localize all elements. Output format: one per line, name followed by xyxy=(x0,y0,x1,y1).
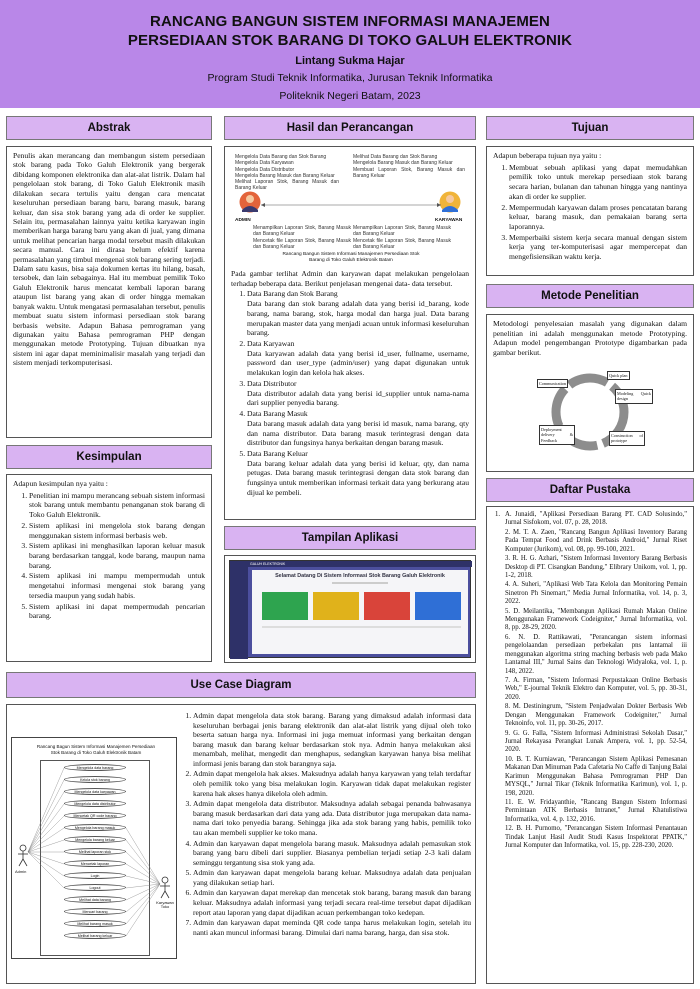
use-case-explanation: 6. Admin dan karyawan dapat merekap dan mencetak stok barang, barang masuk dan barang keluar. Maksudnya adalah informasi yang terjadi secara real-time tersebut dapat dijadikan report atau laporan yang dapat dijadikan acuan perkembangan toko kedepan. xyxy=(193,888,471,917)
hasil-item-text: Data barang masuk adalah data yang berisi id masuk, nama barang, qty dan nama distributor. Data barang masuk terintegrasi dengan data distributor dan fungsinya hanya berkaitan dengan barang masuk. xyxy=(247,418,469,448)
hasil-item xyxy=(247,289,469,338)
reference-item: 3. R. H. G. Azhari, "Sistem Informasi Inventory Barang Berbasis Desktop di PT. Cisangkan Bandung," Elibrary Unikom, vol. 1, pp. 1-2, 2018. xyxy=(505,555,687,579)
diagram-item: Mengelola Barang Masuk dan Barang Keluar xyxy=(353,160,453,167)
abstrak-box xyxy=(6,146,212,438)
diagram-item: Mencetak file Laporan Stok, Barang Masuk dan Barang Keluar xyxy=(353,237,451,250)
admin-functions-top xyxy=(235,154,339,192)
use-case-explanation: 2. Admin dapat mengelola hak akses. Maksudnya adalah hanya karyawan yang telah terdaftar oleh pemilik toko yang bisa melakukan login. Karyawan tidak dapat melakukan register karena hak akses hanya dikelola oleh admin. xyxy=(193,769,471,798)
kesimpulan-item: 3. Sistem aplikasi ini menghasilkan laporan keluar masuk barang berdasarkan tanggal, kode barang, maupun nama barang. xyxy=(29,541,205,570)
poster-header xyxy=(0,0,700,108)
system-diagram-caption: Rancang Bangun Sistem Informasi Manajemen Persediaan Stok Barang di Toko Galuh Elektronik Batam xyxy=(282,252,420,263)
diagram-item: Mengelola Data Barang dan Stok Barang xyxy=(235,154,327,160)
hasil-item xyxy=(247,449,469,498)
reference-item: 1. A. Junaidi, "Aplikasi Persediaan Barang PT. CAD Solusindo," Jurnal Sisfokom, vol. 07, p. 28, 2018. xyxy=(495,511,687,527)
use-case-explanation: 1. Admin dapat mengelola data stok barang. Barang yang dimaksud adalah informasi data keseluruhan berbagai jenis barang elektronik dan alat-alat listrik yang dijual oleh toko beserta satuan harga nya. Informasi ini juga memuat informasi yang berkaitan dengan barang masuk dan barang keluar berdasarkan stok nya. Admin hanya melakukan aksi menambah, melihat, mengedit dan menghapus, sedangkan karyawan hanya bisa melihat informasi jenis barang dan stok barangnya saja. xyxy=(193,711,471,768)
admin-avatar-icon xyxy=(239,191,261,215)
app-card-green[interactable] xyxy=(262,592,308,620)
use-case-oval: Melihat laporan stok xyxy=(64,848,126,855)
use-case-oval: Logout xyxy=(64,884,126,891)
section-header-kesimpulan: Kesimpulan xyxy=(6,445,212,469)
author-name: Lintang Sukma Hajar xyxy=(295,55,405,67)
karyawan-functions-top xyxy=(353,154,465,179)
kesimpulan-item: 1. Penelitian ini mampu merancang sebuah sistem informasi stok barang untuk membantu penanganan stok barang di Toko Galuh Elektronik. xyxy=(29,491,205,520)
poster-title-line1: RANCANG BANGUN SISTEM INFORMASI MANAJEMEN xyxy=(150,13,550,30)
hasil-item-title: Data Barang Keluar xyxy=(247,448,308,458)
use-case-box xyxy=(6,704,476,984)
reference-item: 6. N. D. Rattikawati, "Perancangan sistem informasi pengelolaandan persediaan perbekalan pns lantamal iii menggunakan algoritma string maching berbasis web pada Mako Lantamal III," Jurnal Sains dan Teknologi Widyaloka, vol. 1, p. 148, 2022. xyxy=(505,633,687,675)
section-header-metode: Metode Penelitian xyxy=(486,284,694,308)
hasil-item-text: Data karyawan adalah data yang berisi id_user, fullname, username, password dan user_type (admin/user) yang dapat digunakan untuk melakukan login dan kelola hak akses. xyxy=(247,348,469,378)
use-case-oval: Mencari barang xyxy=(64,908,126,915)
cycle-modeling: Modeling Quick design xyxy=(615,389,653,404)
use-case-explanation: 7. Admin dan karyawan dapat meminda QR code tanpa harus melakukan login, setelah itu nanti akan muncul informasi barang. Dimulai dari nama barang, harga, dan sisa stok. xyxy=(193,918,471,937)
actor-karyawan-label: Karyawan Toko xyxy=(156,900,174,910)
study-program: Program Studi Teknik Informatika, Jurusan Teknik Informatika xyxy=(207,72,493,84)
hasil-item-title: Data Karyawan xyxy=(247,339,295,349)
cycle-deployment: Deployment delivery & Feedback xyxy=(539,425,575,445)
use-case-oval: Mengelola barang masuk xyxy=(64,824,126,831)
diagram-item: Mencetak file Laporan Stok, Barang Masuk dan Barang Keluar xyxy=(253,237,351,250)
section-header-daftar-pustaka: Daftar Pustaka xyxy=(486,478,694,502)
kesimpulan-intro: Adapun kesimpulan nya yaitu : xyxy=(13,479,108,488)
kesimpulan-item: 2. Sistem aplikasi ini mengelola stok barang dengan menggunakan sistem informasi berbasis web. xyxy=(29,521,205,540)
diagram-item: Mengelola Data Karyawan xyxy=(235,160,294,167)
use-case-oval: Mengelola barang keluar xyxy=(64,836,126,843)
cycle-quick-plan: Quick plan xyxy=(607,371,630,380)
diagram-item: Mengelola Data Distributor xyxy=(235,166,295,173)
tujuan-item: 1. Membuat sebuah aplikasi yang dapat memudahkan pemilik toko untuk merekap persediaan stok barang secara harian, bulanan dan tahunan hingga yang nantinya akan di order ke supplier. xyxy=(509,163,687,202)
use-case-oval: Melihat barang keluar xyxy=(64,932,126,939)
app-card-blue[interactable] xyxy=(415,592,461,620)
hasil-box xyxy=(224,146,476,520)
diagram-item: Melihat Data Barang dan Stok Barang xyxy=(353,154,438,160)
use-case-oval: Kelola stok barang xyxy=(64,776,126,783)
kesimpulan-item: 4. Sistem aplikasi ini mampu mempermudah untuk mengetahui informasi mengenai stok barang yang tersedia maupun yang sudah habis. xyxy=(29,571,205,600)
use-case-associations xyxy=(12,738,178,960)
hasil-item-title: Data Barang dan Stok Barang xyxy=(247,289,338,299)
hasil-item xyxy=(247,409,469,448)
abstrak-text: Penulis akan merancang dan membangun sistem persediaan stok barang pada Toko Galuh Elektronik yang bergerak dibidang komponen elektronika dan alat-alat listrik. Dalam hal pengelolaan stok barang, di Toko Galuh Elektronik masih dilakukan secara tertulis yaitu dengan cara mencatat keseluruhan persediaan barang baru, barang masuk, barang keluar, dan sisa stok barang yang ada di order ke supplier. Selain itu, permasalahan lainnya yaitu ketika karyawan ingin memberikan harga barang baru yang akan di jual, yang dimana untuk melihat pencarian harga modal tersebut masih dilakukan secara manual. Cara ini dirasa belum efektif karena permasalahan yang timbul mengenai stok barang sering terjadi. Dalam satu kasus, bisa saja dokumen kertas itu hilang, basah, tersobek, dan lain sebagainya. Hal itu membuat pemilik Toko Galuh Elektronik harus mencatat kembali laporan barang ataupun list barang yang akan di order hingga memakan banyak waktu. Untuk mengatasi permasalahan tersebut, penulis membuat suatu sistem informasi persediaan stok barang berbasis website. Adapun Bahasa pemrograman yang digunakan yaitu Bahasa pemrograman PHP dengan menggunakan metode Prototyping. Tujuan dibuatkan nya sistem ini agar dapat meminimalisir masalah yang terjadi dan sistem menjadi terkomputerisasi. xyxy=(13,151,205,368)
use-case-oval: Melihat barang masuk xyxy=(64,920,126,927)
section-header-tujuan: Tujuan xyxy=(486,116,694,140)
app-main xyxy=(252,570,468,654)
cycle-communication: Communication xyxy=(537,379,568,388)
section-header-use-case: Use Case Diagram xyxy=(6,672,476,698)
hasil-item-title: Data Distributor xyxy=(247,378,297,388)
app-brand: GALUH ELEKTRONIK xyxy=(248,561,472,567)
institution: Politeknik Negeri Batam, 2023 xyxy=(279,90,421,102)
hasil-item-text: Data distributor adalah data yang berisi id_supplier untuk nama-nama dari supplier penyedia barang. xyxy=(247,388,469,408)
use-case-oval: Mencetak laporan xyxy=(64,860,126,867)
metode-text: Metodologi penyelesaian masalah yang digunakan dalam penelitian ini adalah menggunakan metode Prototyping. Adapun model pengembangan Prototype digambarkan pada gambar berikut. xyxy=(493,319,687,358)
reference-item: 2. M. T. A. Zaen, "Rancang Bangun Aplikasi Inventory Barang Pada Tempat Food and Drink Berbasis Android," Jurnal Riset Komputer (Jurikom), vol. 08, pp. 99-100, 2021. xyxy=(505,528,687,553)
use-case-oval: Melihat data barang xyxy=(64,896,126,903)
tampilan-box xyxy=(224,555,476,663)
diagram-item: Membuat Laporan Stok, Barang Masuk dan Barang Keluar xyxy=(353,166,465,179)
hasil-item xyxy=(247,339,469,378)
hasil-item-title: Data Barang Masuk xyxy=(247,409,308,419)
prototype-cycle-diagram xyxy=(515,362,665,462)
app-sidebar xyxy=(230,561,248,659)
use-case-oval: Login xyxy=(64,872,126,879)
hasil-intro: Pada gambar terlihat Admin dan karyawan dapat melakukan pengelolaan terhadap beberapa data. Berikut penjelasan mengenai data- data tersebut. xyxy=(231,269,469,288)
poster-title-line2: PERSEDIAAN STOK BARANG DI TOKO GALUH ELEKTRONIK xyxy=(127,32,573,49)
section-header-tampilan: Tampilan Aplikasi xyxy=(224,526,476,550)
tujuan-item: 3. Memperbaiki sistem kerja secara manual dengan sistem kerja yang ter-komputerisasi agar mempercepat dan mengefisiensikan waktu kerja. xyxy=(509,233,687,262)
tujuan-item: 2. Mempermudah karyawan dalam proses pencatatan barang keluar, barang masuk, dan pemakaian barang serta laporannya. xyxy=(509,203,687,232)
reference-item: 5. D. Meilantika, "Membangun Aplikasi Rumah Makan Online Menggunakan Framework Codeigniter," Jurnal Informatika, vol. 8, pp. 28-29, 2020. xyxy=(505,607,687,632)
use-case-explanation: 4. Admin dan karyawan dapat mengelola barang masuk. Maksudnya adalah pemasukan stok barang yang baru dibeli dari supplier. Biasanya pembelian terjadi setiap 2-3 kali dalam seminggu tergantung sisa stok yang ada. xyxy=(193,839,471,868)
use-case-explanation: 5. Admin dan karyawan dapat mengelola barang keluar. Maksudnya adalah data penjualan yang dilakukan setiap hari. xyxy=(193,868,471,887)
reference-item: 7. A. Firman, "Sistem Informasi Perpustakaan Online Berbasis Web," E-journal Teknik Elektro dan Komputer, vol. 5, pp. 30-31, 2020. xyxy=(505,677,687,701)
daftar-pustaka-box xyxy=(486,506,694,984)
tujuan-intro: Adapun beberapa tujuan nya yaitu : xyxy=(493,151,602,160)
use-case-explanations xyxy=(183,711,471,938)
reference-item: 9. G. G. Falla, "Sistem Informasi Administrasi Sekolah Dasar," Jurnal Rekayasa Perangkat Lunak Ampera, vol. 1, pp. 52-54, 2020. xyxy=(505,729,687,754)
app-welcome-banner: Selamat Datang Di Sistem Informasi Stok Barang Galuh Elektronik xyxy=(275,573,445,579)
hasil-item xyxy=(247,379,469,408)
app-card-yellow[interactable] xyxy=(313,592,359,620)
section-header-abstrak: Abstrak xyxy=(6,116,212,140)
app-card-red[interactable] xyxy=(364,592,410,620)
reference-text: A. Junaidi, "Aplikasi Persediaan Barang PT. CAD Solusindo," Jurnal Sisfokom, vol. 07, p. 28, 2018. xyxy=(505,511,687,527)
diagram-connector xyxy=(261,201,441,211)
section-header-hasil: Hasil dan Perancangan xyxy=(224,116,476,140)
use-case-oval: Mengelola data distributor xyxy=(64,800,126,807)
use-case-diagram xyxy=(11,737,177,959)
use-case-oval: Mengelola data karyawan xyxy=(64,788,126,795)
system-diagram xyxy=(231,151,471,265)
reference-item: 11. E. W. Fridayanthie, "Rancang Bangun Sistem Informasi Permintaan ATK Berbasis Intranet," Jurnal Khatulistiwa Informatika, vol. 4, p. 132, 2016. xyxy=(505,798,687,823)
kesimpulan-box xyxy=(6,474,212,662)
diagram-item: Menampilkan Laporan Stok, Barang Masuk dan Barang Keluar xyxy=(353,225,451,238)
hasil-item-text: Data barang keluar adalah data yang berisi id keluar, qty, dan nama petugas. Data barang masuk terintegrasi dengan data stok barang dan fungsinya untuk memberikan informasi terkait data yang berkurang atau dijual ke pembeli. xyxy=(247,458,469,497)
reference-item: 10. B. T. Kurniawan, "Perancangan Sistem Aplikasi Pemesanan Makanan Dan Minuman Pada Cafetaria No Caffe di Tanjung Balai Karimun Menggunakan Bahasa Pemrograman PHP Dan MYSQL," Jurnal Tikar (Teknik Informatika Karimun), vol. 1, p. 198, 2020. xyxy=(505,755,687,797)
karyawan-avatar-icon xyxy=(439,191,461,215)
admin-functions-bottom xyxy=(253,225,351,250)
use-case-oval: Mengelola data barang xyxy=(64,764,126,771)
use-case-diagram-title: Rancang Bagun Sistem Informasi Manajemen Persediaan Stok Barang di Toko Galuh Elektronik Batam xyxy=(36,744,156,755)
tujuan-box xyxy=(486,146,694,276)
diagram-item: Menampilkan Laporan Stok, Barang Masuk dan Barang Keluar xyxy=(253,225,351,238)
diagram-item: Melihat Laporan Stok, Barang Masuk dan Barang Keluar xyxy=(235,179,339,192)
app-screenshot xyxy=(229,560,471,658)
reference-item: 4. A. Suheri, "Aplikasi Web Tata Kelola dan Monitoring Pemain Sinetron Ph Sinemart," Media Jurnal Informatika, vol. 14, p. 3, 2022. xyxy=(505,581,687,606)
admin-label: ADMIN xyxy=(235,218,251,223)
use-case-oval: Mencetak QR code barang xyxy=(64,812,126,819)
hasil-item-text: Data barang dan stok barang adalah data yang berisi id_barang, kode barang, nama barang, stok, harga modal dan harga jual. Data barang merupakan master data yang menjadi acuan untuk informasi keseluruhan barang. xyxy=(247,299,469,338)
cycle-construction: Construction of prototype xyxy=(609,431,645,446)
kesimpulan-item: 5. Sistem aplikasi ini dapat mempermudah pencarian barang. xyxy=(29,602,205,621)
diagram-item: Mengelola Barang Masuk dan Barang Keluar xyxy=(235,172,335,179)
reference-item: 8. M. Destiningrum, "Sistem Penjadwalan Dokter Berbasis Web Dengan Menggunakan Framework Codeigniter," Jurnal Teknoinfo, vol. 11, pp. 30-26, 2017. xyxy=(505,703,687,728)
actor-admin-label: Admin xyxy=(15,869,27,874)
app-subtitle-line xyxy=(332,582,388,584)
metode-box xyxy=(486,314,694,472)
karyawan-label: KARYAWAN xyxy=(435,218,463,223)
use-case-explanation: 3. Admin dapat mengelola data distributor. Maksudnya adalah sebagai penanda bahwasanya barang masuk berdasarkan dari data yang ada. Data distributor juga merupakan data nama-nama dari toko penyedia barang. Sehingga jika ada stok barang yang habis, pemilik toko tau akan membeli supplier ke toko mana. xyxy=(193,799,471,837)
karyawan-functions-bottom xyxy=(353,225,451,250)
app-table-line xyxy=(262,626,461,628)
reference-item: 12. B. H. Purnomo, "Perancangan Sistem Informasi Penantauan Tindak Lanjut Hasil Audit Studi Kasus Inspektorat PPATK," Jurnal Komputer dan Informatika, vol. 15, pp. 228-230, 2020. xyxy=(505,825,687,850)
